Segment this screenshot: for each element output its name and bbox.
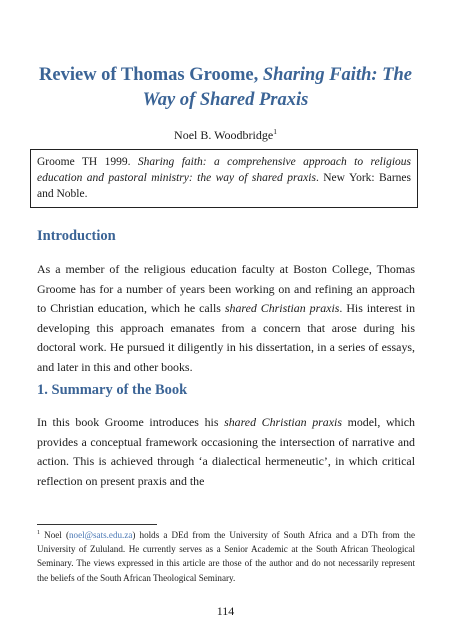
- footnote-email-link[interactable]: noel@sats.edu.za: [68, 530, 133, 540]
- summary-paragraph: [37, 413, 415, 491]
- author-name: Noel B. Woodbridge: [174, 128, 274, 142]
- summary-text-1: In this book Groome introduces his: [37, 415, 225, 429]
- footnote-text-1: Noel (: [40, 530, 69, 540]
- title-italic-part1: Sharing Faith: The: [262, 65, 412, 85]
- footnote-mark: 1: [37, 529, 40, 536]
- introduction-heading: Introduction: [37, 228, 116, 244]
- summary-italic-term: shared Christian praxis: [224, 415, 342, 429]
- citation-box: [30, 149, 418, 208]
- intro-text-1: As a member of the religious education faculty at Boston College, Thomas Groome has for a number of years been working on and refining an approach to Christian education, which he calls: [37, 262, 415, 315]
- article-title: [30, 63, 421, 113]
- footnote-divider: [37, 524, 157, 525]
- author-footnote-mark: 1: [273, 127, 277, 136]
- title-plain: Review of Thomas Groome,: [39, 65, 263, 85]
- title-italic-part2: Way of Shared Praxis: [142, 90, 309, 110]
- summary-heading: 1. Summary of the Book: [37, 382, 188, 398]
- introduction-paragraph: [37, 260, 415, 377]
- citation-prefix: Groome TH 1999.: [37, 156, 138, 168]
- citation-book-title: Sharing faith: a comprehensive approach to religious education and pastoral ministry: the way of shared praxis: [37, 156, 411, 184]
- footnote: [37, 528, 415, 585]
- footnote-text-2: ) holds a DEd from the University of South Africa and a DTh from the University of Zululand. He currently serves as a Senior Academic at the South African Theological Seminary. The views expressed in this article are those of the author and do not necessarily represent the beliefs of the South African Theological Seminary.: [37, 530, 415, 583]
- intro-italic-term: shared Christian praxis: [224, 301, 340, 315]
- intro-text-2: . His interest in developing this approach emanates from a concern that arose during his doctoral work. He pursued it diligently in his dissertation, in a series of essays, and later in this and other books.: [37, 301, 416, 374]
- summary-text-2: model, which provides a conceptual framework occasioning the intersection of narrative and action. This is achieved through ‘a dialectical hermeneutic’, in which critical reflection on present praxis and the: [37, 415, 416, 488]
- citation-suffix: . New York: Barnes and Noble.: [37, 172, 411, 200]
- page-number: 114: [216, 604, 235, 618]
- author-line: [0, 128, 451, 143]
